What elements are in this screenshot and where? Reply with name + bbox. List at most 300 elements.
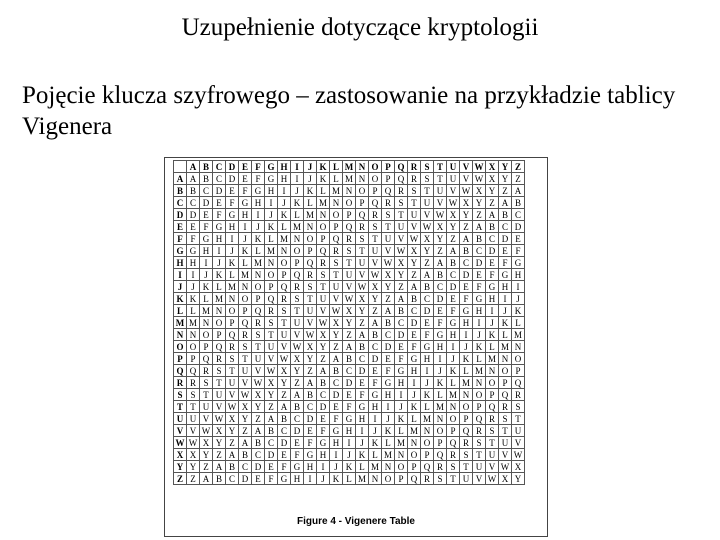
table-cell: U bbox=[291, 317, 304, 329]
column-header-cell: G bbox=[265, 161, 278, 173]
table-cell: O bbox=[512, 353, 525, 365]
table-cell: O bbox=[265, 269, 278, 281]
table-cell: D bbox=[395, 329, 408, 341]
table-cell: M bbox=[382, 449, 395, 461]
table-cell: N bbox=[447, 401, 460, 413]
table-cell: P bbox=[460, 413, 473, 425]
table-cell: C bbox=[239, 461, 252, 473]
table-cell: T bbox=[265, 329, 278, 341]
table-cell: N bbox=[317, 209, 330, 221]
table-cell: H bbox=[200, 245, 213, 257]
table-cell: M bbox=[395, 437, 408, 449]
row-header-cell: P bbox=[174, 353, 187, 365]
column-header-cell: D bbox=[226, 161, 239, 173]
table-cell: U bbox=[330, 281, 343, 293]
table-cell: K bbox=[447, 365, 460, 377]
table-cell: O bbox=[421, 437, 434, 449]
table-cell: S bbox=[434, 473, 447, 485]
table-cell: X bbox=[369, 281, 382, 293]
table-cell: I bbox=[291, 173, 304, 185]
table-cell: X bbox=[317, 329, 330, 341]
table-cell: W bbox=[200, 425, 213, 437]
table-cell: W bbox=[265, 365, 278, 377]
table-cell: L bbox=[252, 245, 265, 257]
table-cell: E bbox=[434, 305, 447, 317]
table-cell: R bbox=[408, 173, 421, 185]
slide-title: Uzupełnienie dotyczące kryptologii bbox=[181, 14, 539, 41]
table-cell: M bbox=[486, 353, 499, 365]
table-cell: I bbox=[486, 305, 499, 317]
table-cell: G bbox=[486, 281, 499, 293]
table-cell: O bbox=[486, 377, 499, 389]
table-cell: F bbox=[187, 233, 200, 245]
table-cell: R bbox=[369, 209, 382, 221]
table-cell: H bbox=[291, 473, 304, 485]
table-cell: I bbox=[343, 437, 356, 449]
table-cell: P bbox=[434, 437, 447, 449]
table-cell: F bbox=[460, 293, 473, 305]
table-cell: E bbox=[291, 437, 304, 449]
table-cell: O bbox=[252, 281, 265, 293]
table-cell: K bbox=[317, 173, 330, 185]
table-cell: D bbox=[226, 173, 239, 185]
table-cell: C bbox=[291, 413, 304, 425]
table-cell: G bbox=[304, 449, 317, 461]
table-cell: Q bbox=[460, 425, 473, 437]
table-cell: D bbox=[460, 269, 473, 281]
table-cell: I bbox=[265, 197, 278, 209]
table-cell: R bbox=[239, 329, 252, 341]
table-cell: K bbox=[408, 401, 421, 413]
table-cell: T bbox=[486, 437, 499, 449]
table-cell: O bbox=[460, 401, 473, 413]
table-cell: V bbox=[343, 281, 356, 293]
table-cell: N bbox=[369, 473, 382, 485]
table-cell: F bbox=[382, 365, 395, 377]
table-cell: X bbox=[343, 305, 356, 317]
table-cell: F bbox=[512, 245, 525, 257]
table-cell: B bbox=[369, 329, 382, 341]
table-row bbox=[174, 209, 525, 221]
table-cell: B bbox=[304, 389, 317, 401]
row-header-cell: F bbox=[174, 233, 187, 245]
table-cell: H bbox=[486, 293, 499, 305]
column-header-cell: Q bbox=[395, 161, 408, 173]
table-cell: J bbox=[356, 437, 369, 449]
table-cell: J bbox=[304, 173, 317, 185]
table-cell: Z bbox=[226, 437, 239, 449]
table-cell: A bbox=[356, 329, 369, 341]
table-cell: N bbox=[499, 353, 512, 365]
table-cell: H bbox=[343, 425, 356, 437]
table-cell: M bbox=[369, 461, 382, 473]
table-cell: H bbox=[317, 449, 330, 461]
table-cell: I bbox=[239, 221, 252, 233]
table-cell: Z bbox=[278, 389, 291, 401]
table-cell: E bbox=[213, 197, 226, 209]
table-cell: X bbox=[278, 365, 291, 377]
table-cell: T bbox=[200, 389, 213, 401]
table-cell: S bbox=[343, 245, 356, 257]
table-cell: J bbox=[369, 425, 382, 437]
table-row bbox=[174, 257, 525, 269]
table-cell: A bbox=[213, 461, 226, 473]
table-cell: J bbox=[434, 365, 447, 377]
table-cell: P bbox=[317, 233, 330, 245]
table-corner-cell bbox=[174, 161, 187, 173]
table-cell: R bbox=[421, 473, 434, 485]
table-cell: Q bbox=[291, 269, 304, 281]
table-cell: X bbox=[252, 389, 265, 401]
table-cell: T bbox=[291, 305, 304, 317]
table-cell: T bbox=[512, 413, 525, 425]
table-cell: B bbox=[408, 293, 421, 305]
table-cell: W bbox=[499, 461, 512, 473]
table-cell: Q bbox=[382, 185, 395, 197]
row-header-cell: X bbox=[174, 449, 187, 461]
table-cell: B bbox=[330, 365, 343, 377]
table-cell: C bbox=[317, 389, 330, 401]
table-cell: Q bbox=[200, 353, 213, 365]
table-cell: N bbox=[512, 341, 525, 353]
table-cell: A bbox=[291, 389, 304, 401]
table-cell: C bbox=[356, 353, 369, 365]
table-cell: L bbox=[343, 473, 356, 485]
table-cell: Z bbox=[408, 269, 421, 281]
table-cell: N bbox=[239, 281, 252, 293]
table-cell: I bbox=[369, 413, 382, 425]
table-cell: U bbox=[486, 449, 499, 461]
table-cell: N bbox=[486, 365, 499, 377]
table-cell: Z bbox=[421, 257, 434, 269]
table-cell: C bbox=[330, 377, 343, 389]
table-cell: X bbox=[395, 257, 408, 269]
column-header-cell: E bbox=[239, 161, 252, 173]
table-cell: V bbox=[499, 449, 512, 461]
table-cell: K bbox=[304, 185, 317, 197]
table-cell: Y bbox=[408, 257, 421, 269]
table-cell: J bbox=[252, 221, 265, 233]
table-cell: R bbox=[187, 377, 200, 389]
row-header-cell: U bbox=[174, 413, 187, 425]
table-cell: R bbox=[395, 185, 408, 197]
table-cell: T bbox=[434, 173, 447, 185]
table-cell: V bbox=[447, 185, 460, 197]
column-header-cell: Z bbox=[512, 161, 525, 173]
table-cell: L bbox=[499, 329, 512, 341]
table-cell: W bbox=[473, 173, 486, 185]
table-cell: M bbox=[226, 281, 239, 293]
table-cell: L bbox=[291, 209, 304, 221]
slide-subtitle: Pojęcie klucza szyfrowego – zastosowanie na przykładzie tablicy Vigenera bbox=[22, 82, 676, 140]
table-cell: A bbox=[278, 401, 291, 413]
table-cell: C bbox=[460, 257, 473, 269]
table-cell: N bbox=[226, 293, 239, 305]
table-cell: S bbox=[512, 401, 525, 413]
table-cell: L bbox=[512, 317, 525, 329]
table-cell: H bbox=[213, 233, 226, 245]
table-cell: G bbox=[369, 389, 382, 401]
table-cell: W bbox=[213, 413, 226, 425]
table-row bbox=[174, 245, 525, 257]
column-header-cell: T bbox=[434, 161, 447, 173]
table-cell: R bbox=[356, 221, 369, 233]
table-cell: T bbox=[317, 281, 330, 293]
table-cell: Z bbox=[291, 377, 304, 389]
table-cell: U bbox=[499, 437, 512, 449]
table-cell: J bbox=[291, 185, 304, 197]
table-cell: W bbox=[447, 197, 460, 209]
table-cell: A bbox=[252, 425, 265, 437]
table-cell: W bbox=[421, 221, 434, 233]
table-cell: J bbox=[447, 353, 460, 365]
table-cell: H bbox=[382, 389, 395, 401]
table-cell: S bbox=[317, 269, 330, 281]
table-cell: Q bbox=[317, 245, 330, 257]
table-cell: L bbox=[330, 173, 343, 185]
table-cell: M bbox=[330, 185, 343, 197]
table-cell: Z bbox=[395, 281, 408, 293]
table-cell: K bbox=[226, 257, 239, 269]
table-cell: W bbox=[317, 317, 330, 329]
table-cell: M bbox=[239, 269, 252, 281]
table-cell: I bbox=[200, 257, 213, 269]
table-cell: H bbox=[265, 185, 278, 197]
table-cell: N bbox=[265, 257, 278, 269]
table-cell: C bbox=[213, 173, 226, 185]
table-cell: P bbox=[447, 425, 460, 437]
table-cell: E bbox=[252, 473, 265, 485]
table-cell: X bbox=[434, 221, 447, 233]
row-header-cell: D bbox=[174, 209, 187, 221]
table-cell: V bbox=[239, 377, 252, 389]
table-cell: N bbox=[356, 173, 369, 185]
vigenere-figure bbox=[164, 157, 548, 537]
table-cell: H bbox=[434, 341, 447, 353]
table-cell: H bbox=[512, 269, 525, 281]
table-cell: D bbox=[447, 281, 460, 293]
table-cell: D bbox=[382, 341, 395, 353]
table-cell: A bbox=[460, 233, 473, 245]
table-cell: Q bbox=[356, 209, 369, 221]
table-cell: A bbox=[304, 377, 317, 389]
table-cell: S bbox=[330, 257, 343, 269]
table-cell: I bbox=[447, 341, 460, 353]
table-cell: V bbox=[460, 173, 473, 185]
table-cell: A bbox=[434, 257, 447, 269]
table-cell: D bbox=[265, 449, 278, 461]
table-cell: P bbox=[499, 377, 512, 389]
column-header-cell: Y bbox=[499, 161, 512, 173]
table-cell: T bbox=[187, 401, 200, 413]
table-cell: D bbox=[187, 209, 200, 221]
column-header-cell: A bbox=[187, 161, 200, 173]
table-cell: T bbox=[304, 293, 317, 305]
table-cell: S bbox=[382, 209, 395, 221]
table-cell: O bbox=[187, 341, 200, 353]
table-cell: T bbox=[447, 473, 460, 485]
column-header-cell: H bbox=[278, 161, 291, 173]
table-cell: U bbox=[239, 365, 252, 377]
table-cell: W bbox=[330, 305, 343, 317]
table-cell: H bbox=[447, 329, 460, 341]
table-cell: O bbox=[382, 473, 395, 485]
table-cell: D bbox=[499, 233, 512, 245]
table-cell: N bbox=[421, 425, 434, 437]
table-cell: W bbox=[395, 245, 408, 257]
table-cell: B bbox=[278, 413, 291, 425]
table-cell: S bbox=[265, 317, 278, 329]
table-cell: U bbox=[356, 257, 369, 269]
table-cell: I bbox=[252, 209, 265, 221]
table-cell: W bbox=[278, 353, 291, 365]
table-cell: E bbox=[317, 413, 330, 425]
table-cell: Z bbox=[265, 401, 278, 413]
table-cell: G bbox=[382, 377, 395, 389]
table-cell: G bbox=[226, 209, 239, 221]
table-cell: D bbox=[239, 473, 252, 485]
table-cell: L bbox=[395, 425, 408, 437]
table-cell: L bbox=[408, 413, 421, 425]
column-header-cell: N bbox=[356, 161, 369, 173]
table-row bbox=[174, 305, 525, 317]
table-cell: I bbox=[356, 425, 369, 437]
column-header-cell: W bbox=[474, 161, 484, 172]
table-cell: N bbox=[278, 245, 291, 257]
table-cell: M bbox=[447, 389, 460, 401]
column-header-cell: X bbox=[486, 161, 499, 173]
table-cell: H bbox=[369, 401, 382, 413]
table-cell: D bbox=[278, 437, 291, 449]
table-cell: Z bbox=[499, 185, 512, 197]
table-cell: V bbox=[434, 197, 447, 209]
table-cell: C bbox=[252, 449, 265, 461]
table-cell: U bbox=[460, 473, 473, 485]
table-cell: F bbox=[421, 329, 434, 341]
table-cell: X bbox=[408, 245, 421, 257]
table-cell: E bbox=[447, 293, 460, 305]
table-cell: U bbox=[304, 305, 317, 317]
table-cell: M bbox=[408, 425, 421, 437]
table-cell: V bbox=[187, 425, 200, 437]
table-cell: E bbox=[239, 173, 252, 185]
table-cell: T bbox=[252, 341, 265, 353]
table-cell: P bbox=[356, 197, 369, 209]
table-cell: M bbox=[291, 221, 304, 233]
table-cell: N bbox=[187, 329, 200, 341]
table-cell: L bbox=[200, 293, 213, 305]
table-cell: I bbox=[278, 185, 291, 197]
table-cell: D bbox=[486, 245, 499, 257]
table-cell: C bbox=[447, 269, 460, 281]
table-cell: G bbox=[408, 353, 421, 365]
column-header-cell: F bbox=[252, 161, 265, 173]
table-cell: F bbox=[304, 437, 317, 449]
table-cell: L bbox=[369, 449, 382, 461]
table-cell: X bbox=[460, 197, 473, 209]
table-cell: Z bbox=[460, 221, 473, 233]
table-cell: R bbox=[486, 413, 499, 425]
table-cell: S bbox=[369, 221, 382, 233]
table-cell: B bbox=[473, 233, 486, 245]
table-cell: D bbox=[317, 401, 330, 413]
table-cell: V bbox=[304, 317, 317, 329]
table-cell: N bbox=[382, 461, 395, 473]
table-cell: Z bbox=[343, 329, 356, 341]
table-cell: A bbox=[512, 185, 525, 197]
row-header-cell: A bbox=[174, 173, 187, 185]
table-cell: T bbox=[382, 221, 395, 233]
table-cell: U bbox=[369, 245, 382, 257]
table-cell: F bbox=[395, 353, 408, 365]
table-cell: B bbox=[356, 341, 369, 353]
table-cell: X bbox=[265, 377, 278, 389]
table-cell: P bbox=[187, 353, 200, 365]
table-cell: P bbox=[330, 221, 343, 233]
table-cell: J bbox=[343, 449, 356, 461]
table-cell: T bbox=[395, 209, 408, 221]
table-cell: L bbox=[213, 281, 226, 293]
table-cell: V bbox=[395, 233, 408, 245]
table-cell: Z bbox=[447, 233, 460, 245]
table-cell: K bbox=[291, 197, 304, 209]
table-cell: R bbox=[499, 401, 512, 413]
table-cell: W bbox=[343, 293, 356, 305]
table-cell: A bbox=[343, 341, 356, 353]
table-row bbox=[174, 413, 525, 425]
table-cell: M bbox=[512, 329, 525, 341]
table-cell: L bbox=[226, 269, 239, 281]
table-cell: X bbox=[499, 473, 512, 485]
table-cell: N bbox=[343, 185, 356, 197]
table-cell: P bbox=[369, 185, 382, 197]
table-cell: E bbox=[499, 245, 512, 257]
table-cell: E bbox=[343, 389, 356, 401]
table-cell: U bbox=[447, 173, 460, 185]
table-cell: R bbox=[382, 197, 395, 209]
table-cell: O bbox=[447, 413, 460, 425]
figure-caption: Figure 4 - Vigenere Table bbox=[297, 516, 415, 527]
table-cell: Z bbox=[239, 425, 252, 437]
table-cell: B bbox=[434, 269, 447, 281]
table-cell: X bbox=[304, 341, 317, 353]
table-cell: I bbox=[226, 233, 239, 245]
table-cell: A bbox=[447, 245, 460, 257]
table-cell: Q bbox=[213, 341, 226, 353]
row-header-cell: M bbox=[174, 317, 187, 329]
table-cell: J bbox=[200, 269, 213, 281]
table-cell: U bbox=[421, 197, 434, 209]
table-cell: H bbox=[304, 461, 317, 473]
table-cell: S bbox=[200, 377, 213, 389]
table-cell: B bbox=[447, 257, 460, 269]
table-cell: H bbox=[408, 365, 421, 377]
table-cell: E bbox=[356, 377, 369, 389]
table-cell: G bbox=[356, 401, 369, 413]
table-cell: E bbox=[382, 353, 395, 365]
table-cell: H bbox=[421, 353, 434, 365]
table-cell: V bbox=[252, 365, 265, 377]
table-cell: Z bbox=[200, 461, 213, 473]
column-header-cell: K bbox=[317, 161, 330, 173]
table-cell: Q bbox=[265, 293, 278, 305]
table-cell: T bbox=[278, 317, 291, 329]
table-cell: W bbox=[226, 401, 239, 413]
table-row bbox=[174, 449, 525, 461]
table-cell: I bbox=[317, 461, 330, 473]
table-cell: S bbox=[226, 353, 239, 365]
table-cell: B bbox=[200, 173, 213, 185]
